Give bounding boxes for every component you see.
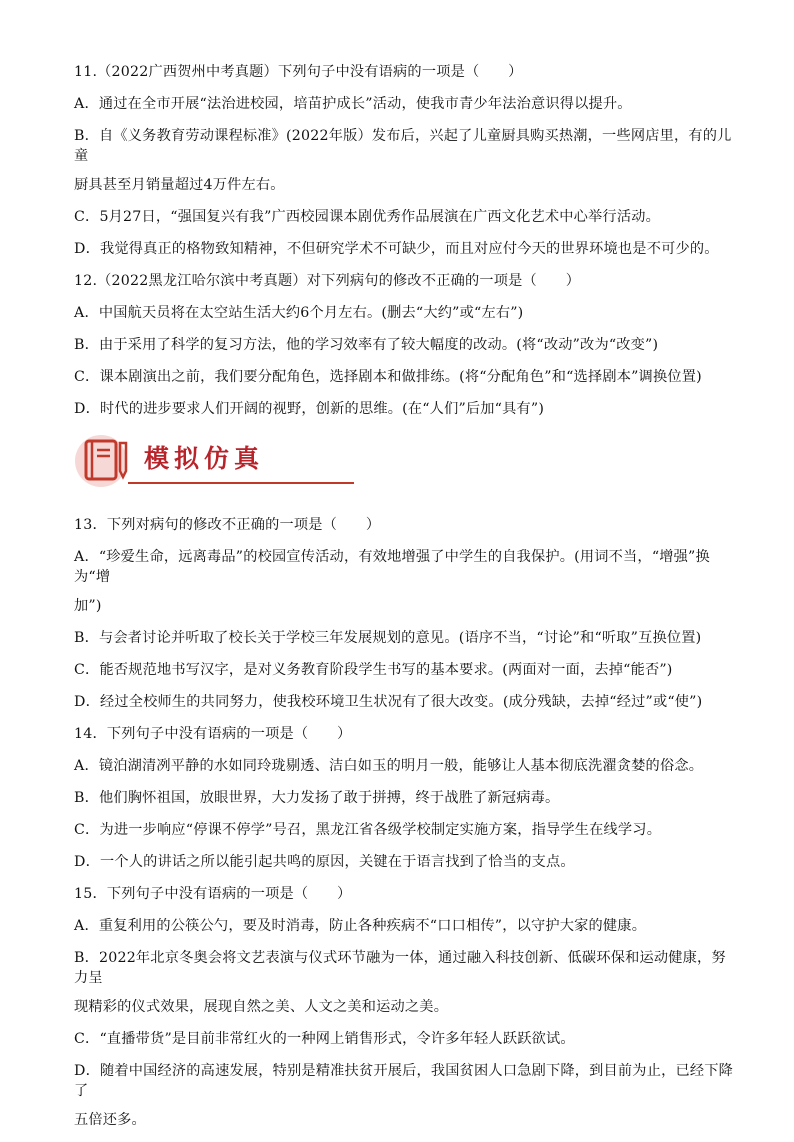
section-underline [128, 482, 354, 484]
option-b: B．2022年北京冬奥会将文艺表演与仪式环节融为一体，通过融入科技创新、低碳环保和运动健康，努力呈 [74, 950, 726, 986]
question-13 [74, 515, 734, 712]
option-c: C．5月27日，“强国复兴有我”广西校园课本剧优秀作品展演在广西文化艺术中心举行活动。 [74, 209, 660, 225]
option-a-continued: 加”) [74, 598, 102, 614]
option-c: C．为进一步响应“停课不停学”号召，黑龙江省各级学校制定实施方案，指导学生在线学习。 [74, 822, 662, 838]
question-list [74, 62, 734, 1142]
question-stem: 13．下列对病句的修改不正确的一项是（ ） [74, 517, 381, 533]
question-stem: 12.（2022黑龙江哈尔滨中考真题）对下列病句的修改不正确的一项是（ ） [74, 273, 581, 289]
section-banner [74, 431, 734, 497]
question-stem: 15．下列句子中没有语病的一项是（ ） [74, 886, 352, 902]
option-a: A．重复利用的公筷公勺，要及时消毒，防止各种疾病不“口口相传”，以守护大家的健康。 [74, 918, 647, 934]
option-d: D．经过全校师生的共同努力，使我校环境卫生状况有了很大改变。(成分残缺，去掉“经过”或“使”) [74, 694, 703, 710]
option-b: B．自《义务教育劳动课程标准》(2022年版）发布后，兴起了儿童厨具购买热潮，一些网店里，有的儿童 [74, 128, 732, 164]
option-d: D．一个人的讲话之所以能引起共鸣的原因，关键在于语言找到了恰当的支点。 [74, 854, 575, 870]
option-b: B．与会者讨论并听取了校长关于学校三年发展规划的意见。(语序不当，“讨论”和“听取”互换位置) [74, 630, 702, 646]
option-b-continued: 现精彩的仪式效果，展现自然之美、人文之美和运动之美。 [74, 999, 449, 1015]
option-b-continued: 厨具甚至月销量超过4万件左右。 [74, 177, 285, 193]
book-icon [74, 431, 134, 491]
option-d: D．随着中国经济的高速发展，特别是精准扶贫开展后，我国贫困人口急剧下降，到目前为止，已经下降了 [74, 1063, 734, 1099]
question-11 [74, 62, 734, 259]
option-d: D．我觉得真正的格物致知精神，不但研究学术不可缺少，而且对应付今天的世界环境也是不可少的。 [74, 241, 719, 257]
question-stem: 14．下列句子中没有语病的一项是（ ） [74, 726, 352, 742]
option-a: A．“珍爱生命，远离毒品”的校园宣传活动，有效地增强了中学生的自我保护。(用词不当，“增强”换为“增 [74, 549, 710, 585]
option-a: A．通过在全市开展“法治进校园，培苗护成长”活动，使我市青少年法治意识得以提升。 [74, 96, 632, 112]
option-d: D．时代的进步要求人们开阔的视野，创新的思维。(在“人们”后加“具有”) [74, 401, 545, 417]
section-title: 模拟仿真 [144, 444, 265, 473]
option-c: C．课本剧演出之前，我们要分配角色，选择剧本和做排练。(将“分配角色”和“选择剧本”调换位置) [74, 369, 702, 385]
option-d-continued: 五倍还多。 [74, 1112, 146, 1128]
question-12 [74, 271, 734, 419]
option-a: A．中国航天员将在太空站生活大约6个月左右。(删去“大约”或“左右”) [74, 305, 524, 321]
option-b: B．由于采用了科学的复习方法，他的学习效率有了较大幅度的改动。(将“改动”改为“改变”) [74, 337, 659, 353]
option-c: C．“直播带货”是目前非常红火的一种网上销售形式，令许多年轻人跃跃欲试。 [74, 1031, 575, 1047]
option-a: A．镜泊湖清冽平静的水如同玲珑剔透、洁白如玉的明月一般，能够让人基本彻底洗濯贪婪的俗念。 [74, 758, 704, 774]
option-b: B．他们胸怀祖国，放眼世界，大力发扬了敢于拼搏，终于战胜了新冠病毒。 [74, 790, 560, 806]
question-stem: 11.（2022广西贺州中考真题）下列句子中没有语病的一项是（ ） [74, 64, 523, 80]
option-c: C．能否规范地书写汉字，是对义务教育阶段学生书写的基本要求。(两面对一面，去掉“能否”) [74, 662, 673, 678]
question-15 [74, 884, 734, 1130]
question-14 [74, 724, 734, 872]
